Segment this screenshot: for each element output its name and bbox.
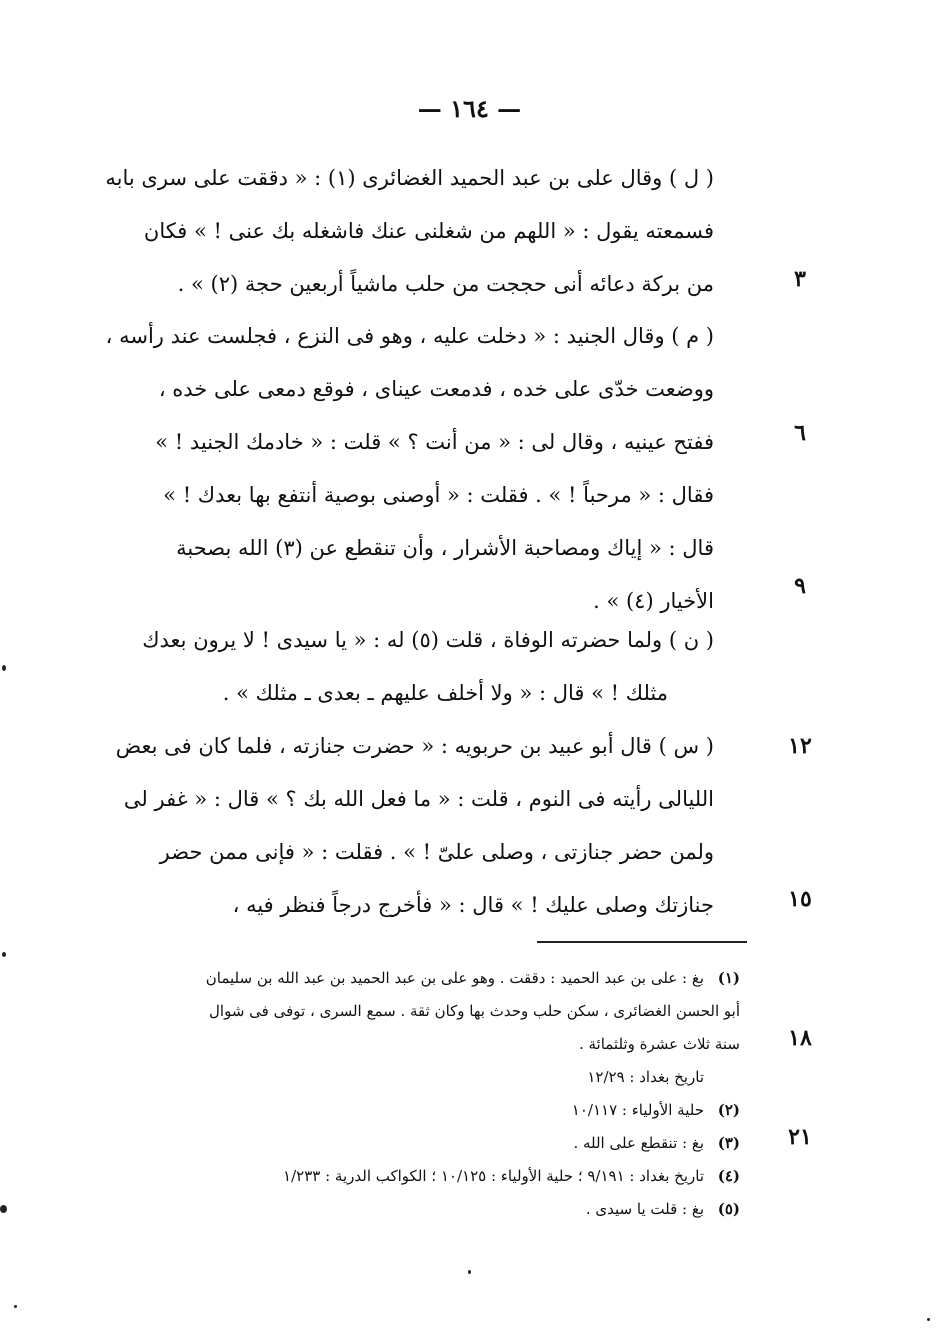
line-number-3: ٣ xyxy=(794,266,806,292)
scan-speck xyxy=(0,1205,7,1213)
footnote-text: تاريخ بغداد : ٩/١٩١ ؛ حلية الأولياء : ١٠/١٢٥ ؛ الكواكب الدرية : ١/٢٣٣ xyxy=(283,1167,704,1185)
text-line: ( س ) قال أبو عبيد بن حربويه : « حضرت جنازته ، فلما كان فى بعض xyxy=(115,734,714,758)
text-line: جنازتك وصلى عليك ! » قال : « فأخرج درجاً فنظر فيه ، xyxy=(232,893,714,917)
footnote-text: بغ : على بن عبد الحميد : دققت . وهو على بن عبد الحميد بن عبد الله بن سليمان xyxy=(205,969,704,987)
paragraph-nun xyxy=(84,614,714,720)
text-line: قال : « إياك ومصاحبة الأشرار ، وأن تنقطع عن (٣) الله بصحبة xyxy=(176,536,714,560)
text-line: الأخيار (٤) » . xyxy=(593,589,714,613)
footnote-number: (٥) xyxy=(717,1200,740,1218)
footnote-text: أبو الحسن الغضائرى ، سكن حلب وحدث بها وكان ثقة . سمع السرى ، توفى فى شوال xyxy=(209,1002,740,1020)
line-number-6: ٦ xyxy=(794,420,806,446)
line-number-12: ١٢ xyxy=(788,733,812,759)
line-number-15: ١٥ xyxy=(788,886,812,912)
footnote-number: (٢) xyxy=(717,1101,740,1119)
footnote-text: حلية الأولياء : ١٠/١١٧ xyxy=(571,1101,704,1119)
text-line: ( م ) وقال الجنيد : « دخلت عليه ، وهو فى النزع ، فجلست عند رأسه ، xyxy=(105,324,714,348)
page-number: — ١٦٤ — xyxy=(417,94,522,123)
text-line: فسمعته يقول : « اللهم من شغلنى عنك فاشغله بك عنى ! » فكان xyxy=(143,219,714,243)
text-line: مثلك ! » قال : « ولا أخلف عليهم ـ بعدى ـ مثلك » . xyxy=(222,681,668,705)
footnote-text: بغ : تنقطع على الله . xyxy=(573,1134,704,1152)
text-line: ولمن حضر جنازتى ، وصلى علىّ ! » . فقلت : « فإنى ممن حضر xyxy=(159,840,714,864)
paragraph-mim xyxy=(84,310,714,628)
footnote-1 xyxy=(90,962,740,995)
footnote-text: بغ : قلت يا سيدى . xyxy=(585,1200,704,1218)
line-number-18: ١٨ xyxy=(788,1025,812,1051)
paragraph-sin xyxy=(84,720,714,932)
footnote-number: (٣) xyxy=(717,1134,740,1152)
footnotes xyxy=(90,962,740,1226)
text-line: ( ل ) وقال على بن عبد الحميد الغضائرى (١) : « دققت على سرى بابه xyxy=(105,166,714,190)
text-line: ووضعت خدّى على خده ، فدمعت عيناى ، فوقع دمعى على خده ، xyxy=(158,377,714,401)
text-line: فقال : « مرحباً ! » . فقلت : « أوصنى بوصية أنتفع بها بعدك ! » xyxy=(163,483,714,507)
line-number-21: ٢١ xyxy=(788,1124,812,1150)
scan-speck xyxy=(14,1305,17,1308)
footnote-text: تاريخ بغداد : ١٢/٢٩ xyxy=(587,1068,704,1086)
scan-speck xyxy=(2,952,6,957)
footnote-2 xyxy=(90,1094,740,1127)
scan-speck xyxy=(927,1318,930,1321)
footnote-number: (١) xyxy=(717,969,740,987)
text-line: من بركة دعائه أنى حججت من حلب ماشياً أربعين حجة (٢) » . xyxy=(177,272,714,296)
scan-speck xyxy=(2,665,6,671)
footnote-5 xyxy=(90,1193,740,1226)
text-line: ( ن ) ولما حضرته الوفاة ، قلت (٥) له : « يا سيدى ! لا يرون بعدك xyxy=(142,628,714,652)
footnote-number: (٤) xyxy=(717,1167,740,1185)
paragraph-lam xyxy=(84,152,714,311)
line-number-9: ٩ xyxy=(794,573,806,599)
footnote-text: سنة ثلاث عشرة وثلثمائة . xyxy=(578,1035,740,1053)
footnote-separator xyxy=(537,941,747,943)
scan-speck xyxy=(468,1270,471,1274)
footnote-3 xyxy=(90,1127,740,1160)
text-line: ففتح عينيه ، وقال لى : « من أنت ؟ » قلت : « خادمك الجنيد ! » xyxy=(155,430,714,454)
footnote-4 xyxy=(90,1160,740,1193)
text-line: الليالى رأيته فى النوم ، قلت : « ما فعل الله بك ؟ » قال : « غفر لى xyxy=(123,787,714,811)
